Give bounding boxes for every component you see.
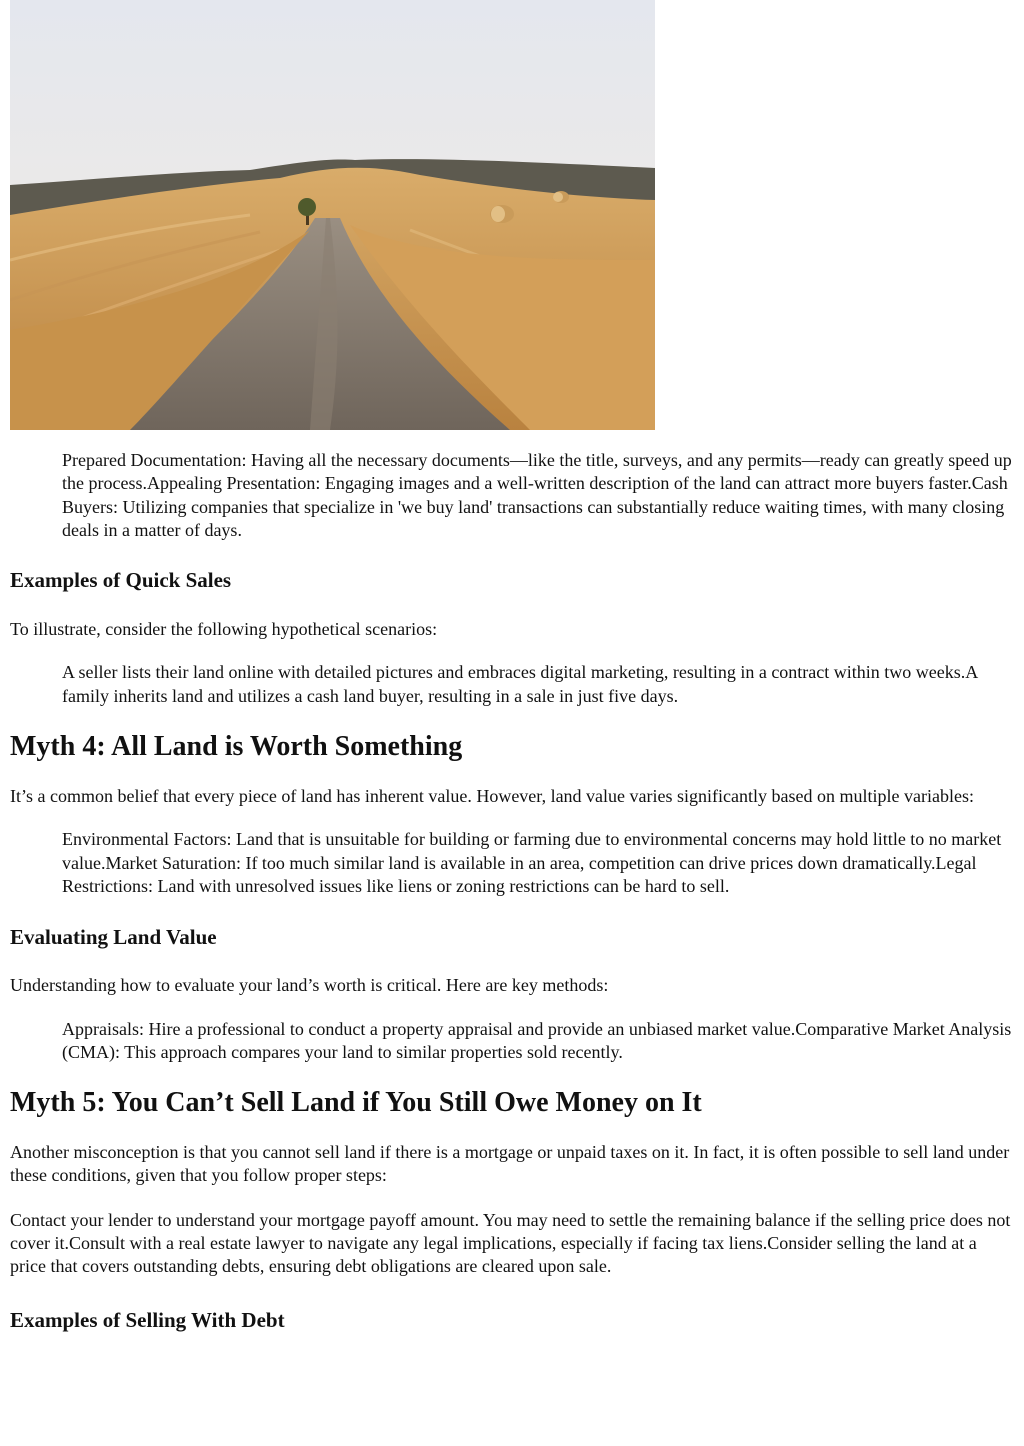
heading-myth-5: Myth 5: You Can’t Sell Land if You Still Owe Money on It bbox=[10, 1087, 702, 1119]
paragraph-evaluating: Understanding how to evaluate your land’s worth is critical. Here are key methods: bbox=[10, 975, 609, 996]
heading-examples-selling-debt: Examples of Selling With Debt bbox=[10, 1307, 285, 1332]
evaluation-methods-quote: Appraisals: Hire a professional to conduct a property appraisal and provide an unbiased market value.Comparative Market Analysis (CMA): This approach compares your land to similar properties sold recently. bbox=[62, 1018, 1012, 1062]
paragraph-contact-lender: Contact your lender to understand your mortgage payoff amount. You may need to settle the remaining balance if the selling price does not cover it.Consult with a real estate lawyer to navigate any legal implications, especially if facing tax liens.Consider selling the land at a price that covers outstanding debts, ensuring debt obligations are cleared upon sale. bbox=[10, 1209, 1011, 1277]
land-value-factors-quote: Environmental Factors: Land that is unsuitable for building or farming due to environmental concerns may hold little to no market value.Market Saturation: If too much similar land is available in an area, competition can drive prices down dramatically.Legal Restrictions: Land with unresolved issues like liens or zoning restrictions can be hard to sell. bbox=[62, 829, 1002, 896]
paragraph-myth-4: It’s a common belief that every piece of land has inherent value. However, land value varies significantly based on multiple variables: bbox=[10, 786, 974, 807]
heading-myth-4: Myth 4: All Land is Worth Something bbox=[10, 731, 463, 763]
paragraph-illustrate: To illustrate, consider the following hypothetical scenarios: bbox=[10, 619, 438, 640]
paragraph-myth-5: Another misconception is that you cannot sell land if there is a mortgage or unpaid taxes on it. In fact, it is often possible to sell land under these conditions, given that you follow proper steps: bbox=[10, 1142, 1010, 1186]
quick-sale-scenarios-quote: A seller lists their land online with detailed pictures and embraces digital marketing, resulting in a contract within two weeks.A family inherits land and utilizes a cash land buyer, resulting in a sale in just five days. bbox=[62, 662, 978, 706]
quick-sale-factors-quote: Prepared Documentation: Having all the necessary documents—like the title, surveys, and any permits—ready can greatly speed up the process.Appealing Presentation: Engaging images and a well-written description of the land can attract more buyers faster.Cash Buyers: Utilizing companies that specialize in 'we buy land' transactions can substantially reduce waiting times, with many closing deals in a matter of days. bbox=[62, 450, 1012, 540]
article bbox=[10, 0, 1014, 1333]
heading-evaluating-land-value: Evaluating Land Value bbox=[10, 925, 217, 950]
rural-landscape-photo bbox=[10, 0, 655, 430]
heading-examples-quick-sales: Examples of Quick Sales bbox=[10, 568, 232, 593]
